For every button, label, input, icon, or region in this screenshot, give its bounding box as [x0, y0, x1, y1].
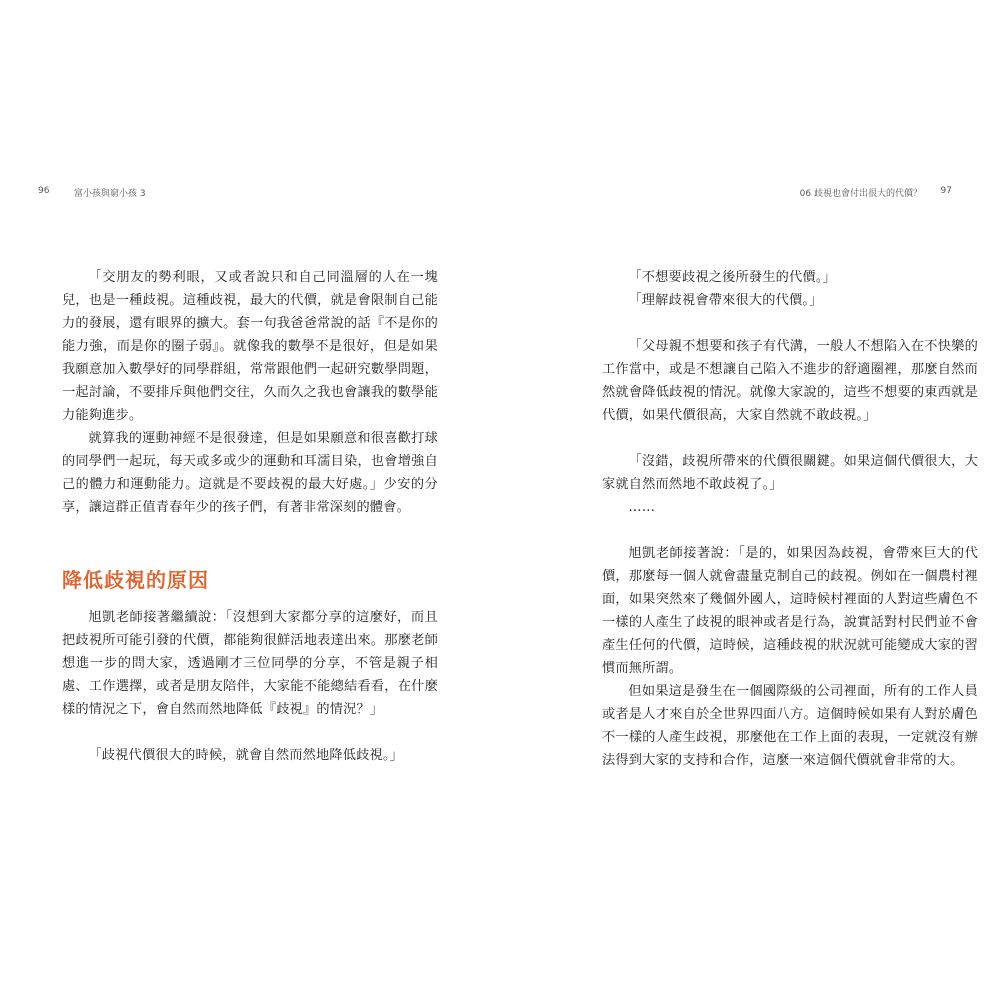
paragraph-study-group: 「交朋友的勢利眼，又或者說只和自己同溫層的人在一塊兒，也是一種歧視。這種歧視，最大的代價，就是會限制自己能力的發展，還有眼界的擴大。套一句我爸爸常說的話『不是你的能力強，而是你的圈子弱』。就像我的數學不是很好，但是如果我願意加入數學好的同學群組，常常跟他們一起研究數學問題，一起討論，不要排斥與他們交往，久而久之我也會讓我的數學能力能夠進步。 [62, 270, 438, 423]
paragraph-right: 「沒錯，歧視所帶來的代價很關鍵。如果這個代價很大，大家就自然而然地不敢歧視了。」 [602, 454, 978, 492]
ellipsis: …… [628, 500, 656, 515]
paragraph-teacher-village: 旭凱老師接著說：「是的，如果因為歧視，會帶來巨大的代價，那麼每一個人就會盡量克制自己的歧視。例如在一個農村裡面，如果突然來了幾個外國人，這時候村裡面的人對這些膚色不一樣的人產生了歧視的眼神或者是行為，說實話對村民們並不會產生任何的代價，這時候，這種歧視的狀況就可能變成大家的習慣而無所謂。 [602, 546, 978, 676]
quote-understand-cost: 「理解歧視會帶來很大的代價。」 [628, 293, 823, 308]
right-body [602, 266, 978, 772]
book-title: 富小孩與窮小孩 3 [74, 189, 146, 199]
paragraph-teacher-question: 旭凱老師接著繼續說：「沒想到大家都分享的這麼好，而且把歧視所可能引發的代價，都能夠很鮮活地表達出來。那麼老師想進一步的問大家，透過剛才三位同學的分享，不管是親子相處、工作選擇，或者是朋友陪伴，大家能不能總結看看，在什麼樣的情況之下，會自然而然地降低『歧視』的情況？」 [62, 610, 438, 717]
quote-cost-after: 「不想要歧視之後所發生的代價。」 [628, 270, 836, 285]
section-heading: 降低歧視的原因 [62, 568, 209, 592]
left-body-top [62, 266, 438, 519]
paragraph-gap [602, 519, 978, 542]
right-page [500, 0, 1000, 1000]
paragraph-sports: 就算我的運動神經不是很發達，但是如果願意和很喜歡打球的同學們一起玩，每天或多或少的運動和耳濡目染，也會增強自己的體力和運動能力。這就是不要歧視的最大好處。」少安的分享，讓這群正值青春年少的孩子們，有著非常深刻的體會。 [62, 431, 438, 515]
paragraph-answer: 「歧視代價很大的時候，就會自然而然地降低歧視。」 [88, 748, 404, 763]
paragraph-parents: 「父母親不想要和孩子有代溝，一般人不想陷入在不快樂的工作當中，或是不想讓自己陷入不進步的舒適圈裡，那麼自然而然就會降低歧視的情況。就像大家說的，這些不想要的東西就是代價，如果代價很高，大家自然就不敢歧視。」 [602, 339, 978, 423]
paragraph-company: 但如果這是發生在一個國際級的公司裡面，所有的工作人員或者是人才來自於全世界四面八方。這個時候如果有人對於膚色不一樣的人產生歧視，那麼他在工作上面的表現，一定就沒有辦法得到大家的支持和合作，這麼一來這個代價就會非常的大。 [602, 684, 978, 768]
page-number-left: 96 [38, 186, 50, 196]
paragraph-gap [602, 427, 978, 450]
paragraph-gap [602, 312, 978, 335]
page-number-right: 97 [940, 186, 952, 196]
paragraph-gap [62, 721, 438, 744]
chapter-title: 06 歧視也會付出很大的代價？ [799, 189, 922, 199]
left-body-bottom [62, 606, 438, 767]
